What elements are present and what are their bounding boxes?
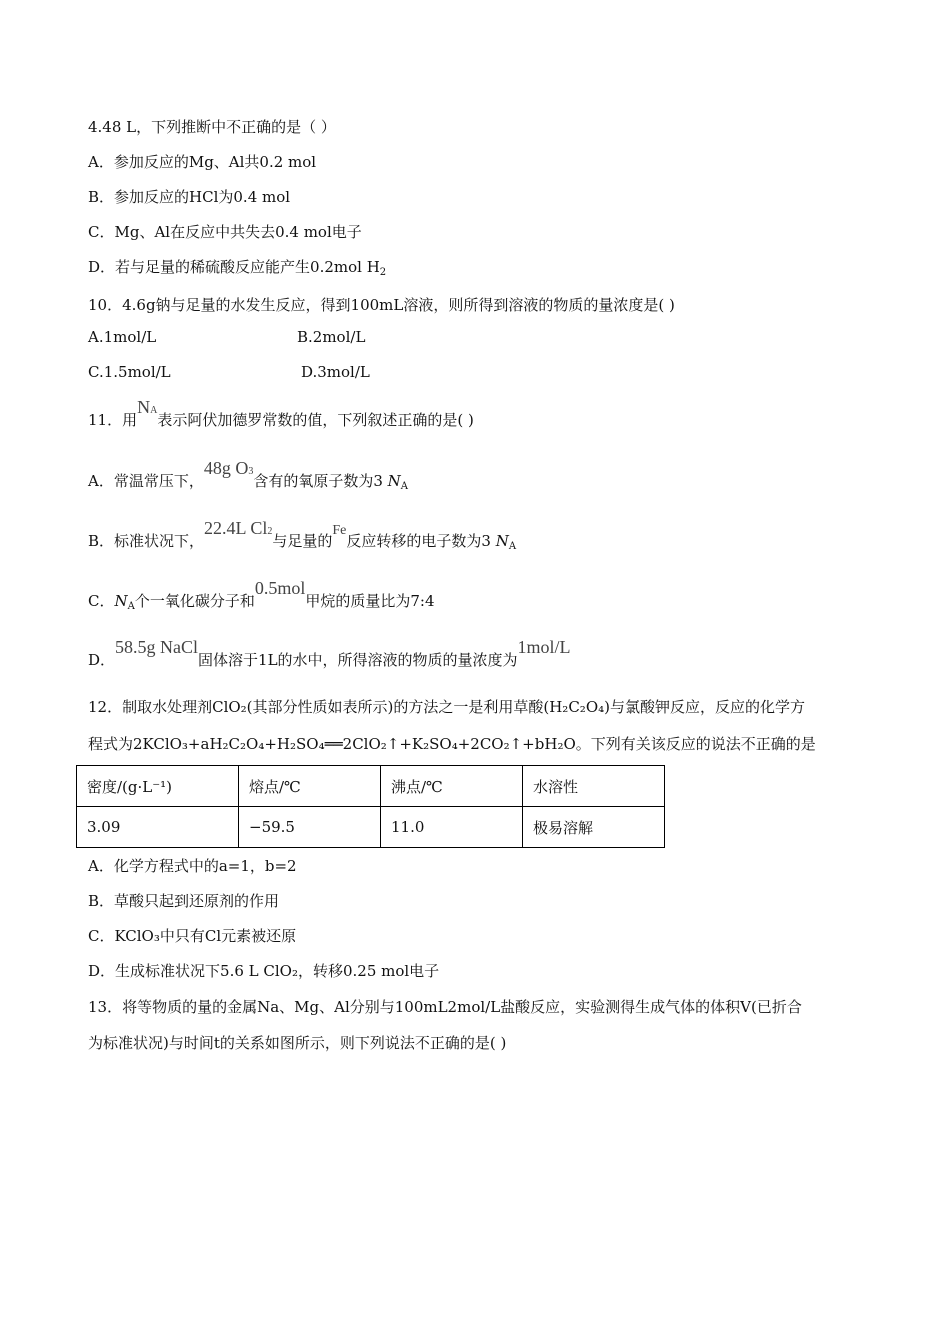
q11-option-b bbox=[88, 518, 517, 554]
q11-option-c-formula: 0.5mol bbox=[254, 578, 306, 598]
q11-option-b-post: 反应转移的电子数为3 bbox=[346, 532, 496, 550]
q11-stem-pre: 11．用 bbox=[88, 411, 138, 429]
properties-table bbox=[76, 765, 665, 848]
table-header-row bbox=[77, 766, 665, 807]
q10-option-c: C.1.5mol/L bbox=[88, 363, 171, 381]
q9-option-d bbox=[88, 257, 386, 277]
q9-option-c: C．Mg、Al在反应中共失去0.4 mol电子 bbox=[88, 223, 362, 241]
q9-stem-tail: 4.48 L，下列推断中不正确的是（ ） bbox=[88, 118, 336, 136]
q11-option-c-pre: C． bbox=[88, 592, 115, 610]
q11-option-c-mid: 个一氧化碳分子和 bbox=[134, 592, 255, 610]
q10-options-row2 bbox=[88, 362, 370, 382]
q11-option-a-n-sub: A bbox=[400, 481, 409, 492]
q10-option-d: D.3mol/L bbox=[301, 363, 370, 381]
q11-option-d bbox=[88, 637, 571, 670]
q11-option-b-fe: Fe bbox=[332, 523, 347, 538]
q10-option-a: A.1mol/L bbox=[88, 328, 157, 346]
q10-stem: 10．4.6g钠与足量的水发生反应，得到100mL溶液，则所得到溶液的物质的量浓度是( ) bbox=[88, 296, 675, 314]
table-header-cell: 熔点/℃ bbox=[239, 766, 381, 807]
q11-option-d-formula2: 1mol/L bbox=[517, 637, 571, 657]
q9-option-d-text: D．若与足量的稀硫酸反应能产生0.2mol H bbox=[88, 258, 380, 276]
q11-option-c-n-sub: A bbox=[127, 601, 135, 612]
q11-option-c-post: 甲烷的质量比为7:4 bbox=[305, 592, 435, 610]
q9-option-b: B．参加反应的HCl为0.4 mol bbox=[88, 188, 291, 206]
q11-option-a-n: N bbox=[387, 472, 401, 490]
q9-option-d-sub: 2 bbox=[379, 267, 387, 278]
q11-option-b-pre: B．标准状况下， bbox=[88, 532, 205, 550]
q11-option-a-pre: A．常温常压下， bbox=[88, 472, 204, 490]
q11-option-a bbox=[88, 458, 409, 494]
q12-option-c: C．KClO₃中只有Cl元素被还原 bbox=[88, 927, 297, 945]
q11-option-b-n-sub: A bbox=[508, 541, 517, 552]
na-symbol: NA bbox=[137, 397, 158, 417]
q11-stem-post: 表示阿伏加德罗常数的值，下列叙述正确的是( ) bbox=[157, 411, 474, 429]
table-header-cell: 水溶性 bbox=[523, 766, 665, 807]
q11-option-b-formula: 22.4L Cl2 bbox=[204, 518, 273, 538]
q11-option-d-formula: 58.5g NaCl bbox=[115, 637, 199, 657]
q11-option-c bbox=[88, 578, 435, 612]
q12-stem-line1: 12．制取水处理剂ClO₂(其部分性质如表所示)的方法之一是利用草酸(H₂C₂O₄)与氯酸钾反应，反应的化学方 bbox=[88, 698, 805, 716]
q10-options-row1 bbox=[88, 327, 366, 347]
table-cell: 3.09 bbox=[77, 807, 239, 848]
table-cell: 11.0 bbox=[381, 807, 523, 848]
table-header-cell: 沸点/℃ bbox=[381, 766, 523, 807]
table-cell: −59.5 bbox=[239, 807, 381, 848]
q12-option-a: A．化学方程式中的a=1，b=2 bbox=[88, 857, 297, 875]
q11-option-d-pre: D． bbox=[88, 651, 116, 669]
q11-option-a-formula: 48g O3 bbox=[203, 458, 254, 478]
q10-option-b: B.2mol/L bbox=[297, 328, 366, 346]
q11-option-d-mid: 固体溶于1L的水中，所得溶液的物质的量浓度为 bbox=[198, 651, 518, 669]
q11-option-c-n: N bbox=[114, 592, 128, 610]
q11-option-b-n: N bbox=[495, 532, 509, 550]
table-header-cell: 密度/(g·L⁻¹) bbox=[77, 766, 239, 807]
q11-stem bbox=[88, 397, 474, 433]
table-cell: 极易溶解 bbox=[523, 807, 665, 848]
q11-option-a-post: 含有的氧原子数为3 bbox=[253, 472, 388, 490]
q13-stem-line2: 为标准状况)与时间t的关系如图所示，则下列说法不正确的是( ) bbox=[88, 1034, 507, 1052]
q11-option-b-mid: 与足量的 bbox=[272, 532, 333, 550]
q12-stem-line2: 程式为2KClO₃+aH₂C₂O₄+H₂SO₄══2ClO₂↑+K₂SO₄+2CO₂↑+bH₂O。下列有关该反应的说法不正确的是 bbox=[88, 735, 816, 753]
q12-option-d: D．生成标准状况下5.6 L ClO₂，转移0.25 mol电子 bbox=[88, 962, 440, 980]
q13-stem-line1: 13．将等物质的量的金属Na、Mg、Al分别与100mL2mol/L盐酸反应，实验测得生成气体的体积V(已折合 bbox=[88, 998, 802, 1016]
q12-option-b: B．草酸只起到还原剂的作用 bbox=[88, 892, 280, 910]
q9-option-a: A．参加反应的Mg、Al共0.2 mol bbox=[88, 153, 317, 171]
table-row bbox=[77, 807, 665, 848]
